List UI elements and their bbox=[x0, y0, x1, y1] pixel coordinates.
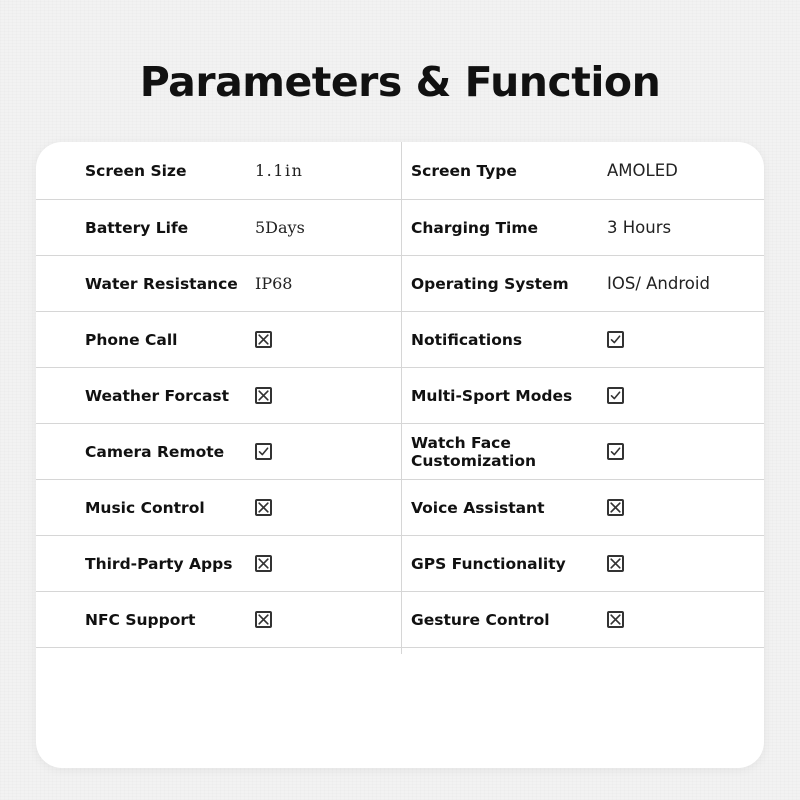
feature-status bbox=[255, 536, 295, 591]
cross-box-icon bbox=[607, 499, 624, 516]
spec-value: 5Days bbox=[255, 218, 305, 237]
cross-box-icon bbox=[255, 555, 272, 572]
table-row bbox=[36, 536, 764, 592]
table-row bbox=[36, 200, 764, 256]
cross-box-icon bbox=[255, 611, 272, 628]
feature-label: GPS Functionality bbox=[411, 554, 566, 573]
table-row bbox=[36, 368, 764, 424]
spec-value: IOS/ Android bbox=[607, 274, 710, 293]
feature-label: Phone Call bbox=[85, 330, 178, 349]
feature-status bbox=[607, 424, 647, 479]
feature-label: Multi-Sport Modes bbox=[411, 386, 573, 405]
spec-label: Charging Time bbox=[411, 218, 538, 237]
spec-label: Battery Life bbox=[85, 218, 189, 237]
cross-box-icon bbox=[607, 555, 624, 572]
spec-value: 3 Hours bbox=[607, 218, 672, 237]
feature-label: Music Control bbox=[85, 498, 205, 517]
spec-value: AMOLED bbox=[607, 161, 678, 180]
table-row bbox=[36, 424, 764, 480]
check-box-icon bbox=[607, 387, 624, 404]
check-box-icon bbox=[607, 443, 624, 460]
feature-label: NFC Support bbox=[85, 610, 196, 629]
feature-status bbox=[255, 312, 295, 367]
spec-table bbox=[36, 142, 764, 648]
feature-label: Third-Party Apps bbox=[85, 554, 233, 573]
table-row bbox=[36, 256, 764, 312]
check-box-icon bbox=[255, 443, 272, 460]
table-row bbox=[36, 592, 764, 648]
cross-box-icon bbox=[255, 387, 272, 404]
cross-box-icon bbox=[255, 331, 272, 348]
table-row bbox=[36, 480, 764, 536]
feature-status bbox=[255, 368, 295, 423]
feature-status bbox=[607, 592, 647, 647]
table-row bbox=[36, 142, 764, 200]
feature-status bbox=[255, 424, 295, 479]
feature-label: Camera Remote bbox=[85, 442, 225, 461]
feature-label: Notifications bbox=[411, 330, 523, 349]
feature-status bbox=[607, 312, 647, 367]
feature-label: Weather Forcast bbox=[85, 386, 230, 405]
check-box-icon bbox=[607, 331, 624, 348]
feature-label: Watch Face Customization bbox=[411, 433, 537, 470]
spec-value: 1.1in bbox=[255, 161, 304, 180]
column-divider bbox=[401, 142, 402, 654]
feature-status bbox=[255, 592, 295, 647]
table-row bbox=[36, 312, 764, 368]
cross-box-icon bbox=[607, 611, 624, 628]
page-title: Parameters & Function bbox=[139, 58, 661, 106]
spec-label: Water Resistance bbox=[85, 274, 238, 293]
spec-label: Operating System bbox=[411, 274, 569, 293]
feature-status bbox=[607, 536, 647, 591]
spec-label: Screen Type bbox=[411, 161, 517, 180]
parameters-card bbox=[36, 142, 764, 768]
spec-label: Screen Size bbox=[85, 161, 187, 180]
spec-value: IP68 bbox=[255, 274, 293, 293]
feature-label: Gesture Control bbox=[411, 610, 550, 629]
feature-status bbox=[607, 480, 647, 535]
cross-box-icon bbox=[255, 499, 272, 516]
feature-status bbox=[607, 368, 647, 423]
feature-label: Voice Assistant bbox=[411, 498, 545, 517]
feature-status bbox=[255, 480, 295, 535]
